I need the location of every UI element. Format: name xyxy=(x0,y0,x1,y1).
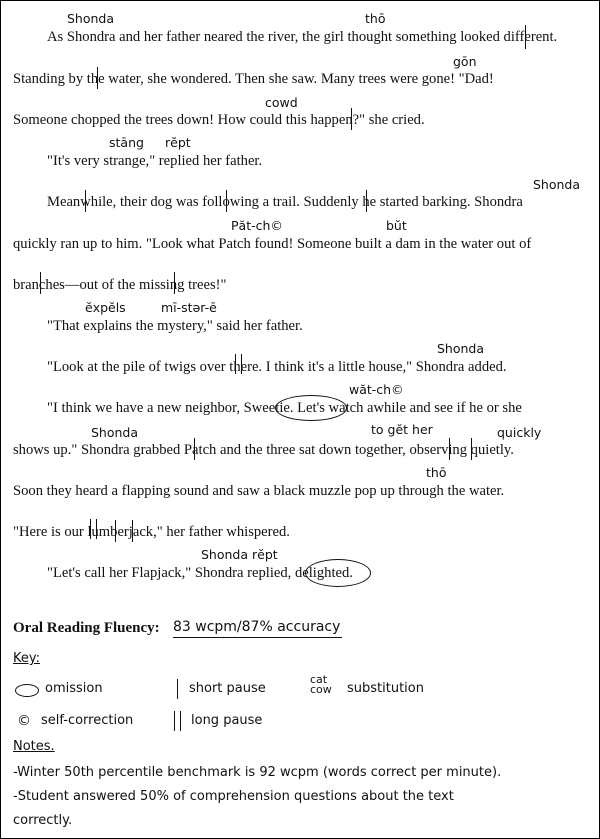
key-short-pause-label: short pause xyxy=(189,681,266,696)
short-pause-key-icon xyxy=(177,679,178,699)
substitution-mark: ĕxpĕls xyxy=(85,300,126,315)
substitution-mark: stāng xyxy=(109,135,144,150)
key-omission-label: omission xyxy=(45,681,103,696)
substitution-mark: rĕpt xyxy=(165,135,191,150)
substitution-key-bottom: cow xyxy=(310,683,332,696)
passage-line-5: Meanwhile, their dog was following a trail. Suddenly he started barking. Shondra xyxy=(47,194,523,210)
orf-value: 83 wcpm/87% accuracy xyxy=(173,619,342,638)
substitution-mark: Shonda xyxy=(91,425,139,440)
passage-line-1: As Shondra and her father neared the river, the girl thought something looked different. xyxy=(47,29,558,45)
substitution-mark: mī-stər-ē xyxy=(161,300,217,315)
substitution-mark xyxy=(349,383,404,397)
self-correction-icon: © xyxy=(270,218,283,233)
short-pause-mark xyxy=(351,108,352,130)
short-pause-mark xyxy=(366,190,367,212)
self-correction-icon: © xyxy=(391,382,404,397)
omission-key-icon xyxy=(15,684,39,697)
note-item: -Winter 50th percentile benchmark is 92 wcpm (words correct per minute). xyxy=(13,765,502,780)
substitution-mark: cowd xyxy=(265,95,298,110)
substitution-text: Păt-ch xyxy=(231,218,271,233)
passage-line-7: branches—out of the missing trees!" xyxy=(13,277,227,293)
passage-line-12: Soon they heard a flapping sound and saw a black muzzle pop up through the water. xyxy=(13,483,505,499)
passage-line-9: "Look at the pile of twigs over there. I think it's a little house," Shondra added. xyxy=(47,359,507,375)
passage-line-3: Someone chopped the trees down! How could this happen?" she cried. xyxy=(13,112,425,128)
short-pause-mark xyxy=(226,190,227,212)
omission-circle xyxy=(305,559,371,587)
note-item: -Student answered 50% of comprehension questions about the text xyxy=(13,789,454,804)
omission-circle xyxy=(275,395,347,421)
substitution-mark: quickly xyxy=(497,425,542,440)
substitution-mark: bŭt xyxy=(386,218,407,233)
substitution-mark: gōn xyxy=(453,54,477,69)
key-substitution-label: substitution xyxy=(347,681,424,696)
short-pause-mark xyxy=(194,438,195,460)
short-pause-mark xyxy=(471,438,472,460)
short-pause-mark xyxy=(449,438,450,460)
long-pause-mark xyxy=(235,354,242,374)
passage-line-4: "It's very strange," replied her father. xyxy=(47,153,263,169)
passage-line-14: "Let's call her Flapjack," Shondra replied, delighted. xyxy=(47,565,353,581)
passage-line-11: shows up." Shondra grabbed Patch and the three sat down together, observing quietly. xyxy=(13,442,514,458)
short-pause-mark xyxy=(40,272,41,294)
substitution-key-icon xyxy=(310,675,332,695)
orf-label: Oral Reading Fluency: xyxy=(13,620,160,636)
notes-heading: Notes. xyxy=(13,739,55,754)
substitution-key-top: cat xyxy=(310,673,328,686)
short-pause-mark xyxy=(115,520,116,542)
substitution-mark: Shonda xyxy=(67,11,115,26)
passage-line-10: "I think we have a new neighbor, Sweetie. Let's watch awhile and see if he or she xyxy=(47,400,522,416)
note-item: correctly. xyxy=(13,813,73,828)
long-pause-key-icon xyxy=(174,711,181,731)
short-pause-mark xyxy=(85,190,86,212)
key-long-pause-label: long pause xyxy=(191,713,263,728)
substitution-mark xyxy=(231,219,283,233)
substitution-mark: Shonda xyxy=(533,177,581,192)
long-pause-mark xyxy=(90,519,97,539)
passage-line-6: quickly ran up to him. "Look what Patch found! Someone built a dam in the water out of xyxy=(13,236,532,252)
substitution-text: wăt-ch xyxy=(349,382,392,397)
passage-line-13: "Here is our lumberjack," her father whispered. xyxy=(13,524,290,540)
substitution-mark: Shonda xyxy=(437,341,485,356)
short-pause-mark xyxy=(174,272,175,294)
short-pause-mark xyxy=(97,67,98,89)
self-correction-key-icon: © xyxy=(17,713,31,729)
short-pause-mark xyxy=(132,520,133,542)
substitution-mark: Shonda rĕpt xyxy=(201,547,278,562)
key-heading: Key: xyxy=(13,651,41,666)
short-pause-mark xyxy=(525,25,526,49)
substitution-mark: thō xyxy=(365,11,386,26)
passage-line-2: Standing by the water, she wondered. Then she saw. Many trees were gone! "Dad! xyxy=(13,71,494,87)
substitution-mark: to gĕt her xyxy=(371,422,433,437)
key-self-correction-label: self-correction xyxy=(41,713,134,728)
substitution-mark: thō xyxy=(426,465,447,480)
passage-line-8: "That explains the mystery," said her father. xyxy=(47,318,303,334)
